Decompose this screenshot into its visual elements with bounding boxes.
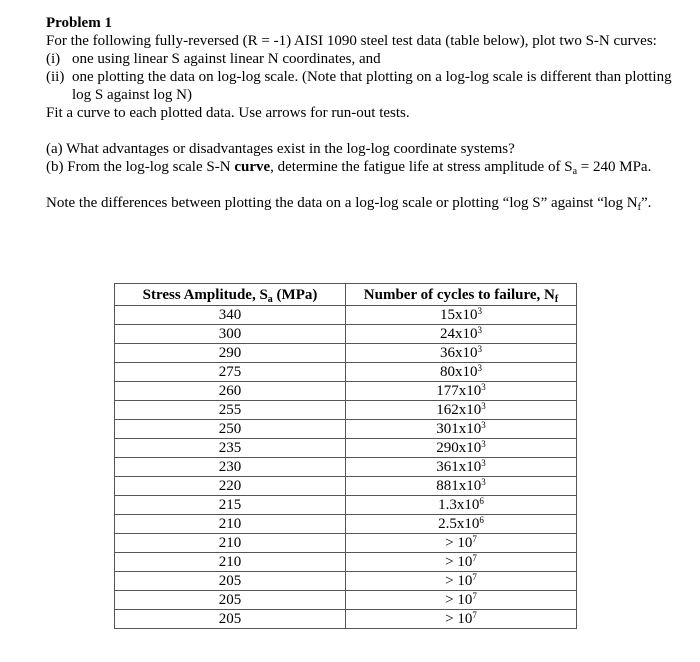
question-b bbox=[46, 158, 676, 176]
cycles-exponent: 3 bbox=[481, 382, 486, 392]
cycles-to-failure-cell bbox=[346, 401, 577, 420]
cycles-base: 881x10 bbox=[436, 478, 482, 494]
cycles-to-failure-cell bbox=[346, 534, 577, 553]
stress-amplitude-cell: 230 bbox=[115, 458, 346, 477]
cycles-base: > 10 bbox=[445, 554, 473, 570]
cycles-base: 290x10 bbox=[436, 440, 482, 456]
cycles-exponent: 6 bbox=[479, 496, 484, 506]
cycles-exponent: 7 bbox=[472, 553, 477, 563]
list-item-text: one plotting the data on log-log scale. (Note that plotting on a log-log scale is different than plotting log S against log N) bbox=[72, 69, 672, 103]
question-b-text-end: = 240 MPa. bbox=[577, 159, 652, 175]
cycles-to-failure-cell bbox=[346, 382, 577, 401]
cycles-base: 1.3x10 bbox=[438, 497, 480, 513]
cycles-to-failure-cell bbox=[346, 325, 577, 344]
cycles-exponent: 3 bbox=[481, 458, 486, 468]
stress-amplitude-cell: 210 bbox=[115, 515, 346, 534]
note-text: Note the differences between plotting the data on a log-log scale or plotting “log S” against “log N bbox=[46, 195, 638, 211]
cycles-base: 24x10 bbox=[440, 326, 478, 342]
stress-amplitude-cell: 250 bbox=[115, 420, 346, 439]
cycles-base: 15x10 bbox=[440, 307, 478, 323]
table-row bbox=[115, 553, 577, 572]
cycles-to-failure-cell bbox=[346, 515, 577, 534]
cycles-exponent: 7 bbox=[472, 572, 477, 582]
cycles-base: 162x10 bbox=[436, 402, 482, 418]
table-row bbox=[115, 420, 577, 439]
header-text-end: (MPa) bbox=[272, 286, 318, 303]
cycles-to-failure-cell bbox=[346, 306, 577, 325]
table-row bbox=[115, 458, 577, 477]
header-subscript: a bbox=[267, 293, 273, 305]
list-item bbox=[46, 68, 676, 104]
cycles-to-failure-cell bbox=[346, 439, 577, 458]
stress-amplitude-cell: 220 bbox=[115, 477, 346, 496]
table-row bbox=[115, 496, 577, 515]
list-item-text: one using linear S against linear N coordinates, and bbox=[72, 51, 381, 67]
curve-list bbox=[46, 50, 676, 104]
fit-instruction: Fit a curve to each plotted data. Use arrows for run-out tests. bbox=[46, 105, 410, 121]
cycles-exponent: 3 bbox=[477, 363, 482, 373]
table-row bbox=[115, 610, 577, 629]
cycles-to-failure-cell bbox=[346, 610, 577, 629]
stress-amplitude-cell: 260 bbox=[115, 382, 346, 401]
header-text: Number of cycles to failure, N bbox=[363, 286, 555, 303]
question-b-text: (b) From the log-log scale S-N bbox=[46, 159, 235, 175]
problem-intro: For the following fully-reversed (R = -1) AISI 1090 steel test data (table below), plot two S-N curves: bbox=[46, 33, 657, 49]
cycles-exponent: 3 bbox=[481, 439, 486, 449]
question-b-bold: curve bbox=[234, 159, 271, 175]
table-row bbox=[115, 382, 577, 401]
problem-document bbox=[46, 14, 676, 212]
stress-amplitude-cell: 205 bbox=[115, 591, 346, 610]
cycles-base: 80x10 bbox=[440, 364, 478, 380]
table-row bbox=[115, 306, 577, 325]
stress-amplitude-cell: 255 bbox=[115, 401, 346, 420]
test-data-table-wrapper bbox=[114, 283, 577, 629]
header-stress-amplitude bbox=[115, 284, 346, 306]
cycles-to-failure-cell bbox=[346, 553, 577, 572]
stress-amplitude-cell: 300 bbox=[115, 325, 346, 344]
question-a: (a) What advantages or disadvantages exist in the log-log coordinate systems? bbox=[46, 141, 515, 157]
table-row bbox=[115, 534, 577, 553]
list-item bbox=[46, 50, 676, 68]
cycles-base: 2.5x10 bbox=[438, 516, 480, 532]
cycles-to-failure-cell bbox=[346, 477, 577, 496]
cycles-to-failure-cell bbox=[346, 572, 577, 591]
cycles-exponent: 6 bbox=[479, 515, 484, 525]
cycles-to-failure-cell bbox=[346, 420, 577, 439]
header-subscript: f bbox=[554, 293, 559, 305]
cycles-exponent: 7 bbox=[472, 610, 477, 620]
test-data-table bbox=[114, 283, 577, 629]
cycles-base: > 10 bbox=[445, 535, 473, 551]
cycles-exponent: 3 bbox=[481, 401, 486, 411]
list-item-number: (i) bbox=[46, 51, 61, 67]
stress-amplitude-cell: 210 bbox=[115, 534, 346, 553]
table-row bbox=[115, 515, 577, 534]
list-item-number: (ii) bbox=[46, 69, 65, 85]
cycles-to-failure-cell bbox=[346, 496, 577, 515]
cycles-to-failure-cell bbox=[346, 458, 577, 477]
table-row bbox=[115, 325, 577, 344]
table-header-row bbox=[115, 284, 577, 306]
table-row bbox=[115, 344, 577, 363]
cycles-exponent: 3 bbox=[477, 325, 482, 335]
table-row bbox=[115, 439, 577, 458]
stress-amplitude-cell: 275 bbox=[115, 363, 346, 382]
cycles-to-failure-cell bbox=[346, 591, 577, 610]
problem-title: Problem 1 bbox=[46, 15, 112, 31]
table-row bbox=[115, 591, 577, 610]
stress-amplitude-cell: 205 bbox=[115, 610, 346, 629]
table-row bbox=[115, 363, 577, 382]
stress-amplitude-cell: 235 bbox=[115, 439, 346, 458]
stress-amplitude-cell: 205 bbox=[115, 572, 346, 591]
header-cycles-to-failure bbox=[346, 284, 577, 306]
cycles-base: 36x10 bbox=[440, 345, 478, 361]
cycles-base: 301x10 bbox=[436, 421, 482, 437]
cycles-base: 177x10 bbox=[436, 383, 482, 399]
cycles-base: 361x10 bbox=[436, 459, 482, 475]
cycles-base: > 10 bbox=[445, 573, 473, 589]
question-b-subscript: a bbox=[572, 166, 578, 177]
table-row bbox=[115, 401, 577, 420]
cycles-to-failure-cell bbox=[346, 363, 577, 382]
stress-amplitude-cell: 210 bbox=[115, 553, 346, 572]
stress-amplitude-cell: 290 bbox=[115, 344, 346, 363]
cycles-exponent: 3 bbox=[481, 477, 486, 487]
table-body bbox=[115, 306, 577, 629]
table-row bbox=[115, 572, 577, 591]
question-b-text-mid: , determine the fatigue life at stress amplitude of S bbox=[270, 159, 573, 175]
cycles-base: > 10 bbox=[445, 611, 473, 627]
note-text-end: ”. bbox=[640, 195, 652, 211]
note-subscript: f bbox=[637, 202, 641, 213]
stress-amplitude-cell: 340 bbox=[115, 306, 346, 325]
cycles-exponent: 3 bbox=[477, 344, 482, 354]
cycles-exponent: 7 bbox=[472, 591, 477, 601]
note-paragraph bbox=[46, 194, 676, 212]
cycles-exponent: 3 bbox=[477, 306, 482, 316]
header-text: Stress Amplitude, S bbox=[142, 286, 268, 303]
cycles-exponent: 7 bbox=[472, 534, 477, 544]
cycles-base: > 10 bbox=[445, 592, 473, 608]
table-row bbox=[115, 477, 577, 496]
cycles-to-failure-cell bbox=[346, 344, 577, 363]
cycles-exponent: 3 bbox=[481, 420, 486, 430]
stress-amplitude-cell: 215 bbox=[115, 496, 346, 515]
